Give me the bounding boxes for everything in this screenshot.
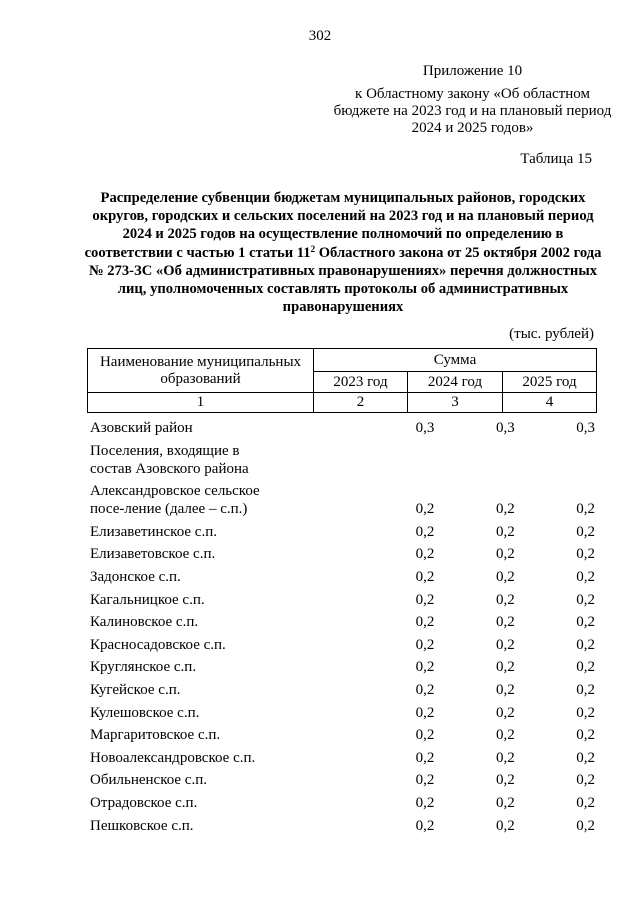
- table-row: [90, 794, 595, 812]
- heading-superscript: 2: [310, 243, 316, 254]
- table-row: [90, 419, 595, 437]
- appendix-reference: к Областному закону «Об областном бюджете на 2023 год и на плановый период 2024 и 2025 годов»: [333, 86, 612, 136]
- row-value-2024: 0,2: [495, 681, 515, 698]
- row-value-2024: 0,2: [495, 568, 515, 585]
- header-year-2025: 2025 год: [502, 371, 597, 393]
- row-value-2025: 0,2: [576, 614, 596, 631]
- appendix-title: Приложение 10: [422, 63, 523, 79]
- row-value-2025: 0,2: [576, 772, 596, 789]
- row-value-2025: [515, 442, 595, 460]
- row-value-2023: 0,2: [415, 659, 435, 676]
- row-value-2025: 0,2: [576, 546, 596, 563]
- row-name: Круглянское с.п.: [90, 659, 197, 676]
- row-name: Елизаветовское с.п.: [90, 546, 216, 563]
- row-name: Калиновское с.п.: [90, 614, 199, 631]
- row-value-2023: 0,2: [415, 523, 435, 540]
- table-row: [90, 771, 595, 789]
- row-value-2025: 0,3: [576, 420, 596, 436]
- row-value-2023: 0,2: [415, 704, 435, 721]
- row-value-2024: 0,2: [495, 817, 515, 834]
- row-value-2024: 0,2: [495, 614, 515, 631]
- row-value-2025: 0,2: [576, 659, 596, 676]
- row-value-2025: 0,2: [576, 794, 596, 811]
- table-header: [87, 348, 597, 413]
- row-value-2024: 0,2: [495, 704, 515, 721]
- row-name: Маргаритовское с.п.: [90, 727, 221, 744]
- header-year-2024: 2024 год: [407, 371, 503, 393]
- row-value-2024: 0,2: [495, 523, 515, 540]
- heading-part1: Распределение субвенции бюджетам муниципальных районов, городских округов, городских и сельских поселений на 2023 год и на плановый период 2024 и 2025 годов на осуществление полномочий по определению в соответствии с частью 1 статьи 11: [84, 190, 594, 261]
- col-number-4: 4: [502, 392, 597, 413]
- row-value-2024: 0,2: [495, 546, 515, 563]
- row-name: Елизаветинское с.п.: [90, 523, 217, 540]
- col-number-1: 1: [87, 392, 314, 413]
- row-value-2023: 0,2: [415, 591, 435, 608]
- row-value-2025: 0,2: [576, 749, 596, 766]
- row-name: Обильненское с.п.: [90, 772, 207, 789]
- row-value-2024: 0,2: [495, 659, 515, 676]
- row-name: Кугейское с.п.: [90, 681, 181, 698]
- col-number-3: 3: [407, 392, 503, 413]
- table-row: [90, 704, 595, 722]
- row-value-2023: [280, 442, 435, 460]
- row-value-2025: 0,2: [576, 817, 596, 834]
- row-name: Кагальницкое с.п.: [90, 591, 205, 608]
- row-value-2023: 0,2: [415, 749, 435, 766]
- row-value-2023: 0,2: [415, 727, 435, 744]
- row-value-2025: 0,2: [576, 568, 596, 585]
- row-value-2025: 0,2: [576, 704, 596, 721]
- table-row: [90, 523, 595, 541]
- header-name-cell: Наименование муниципальных образований: [87, 348, 314, 393]
- row-value-2024: 0,2: [495, 794, 515, 811]
- page-number: 302: [308, 28, 332, 44]
- row-value-2025: 0,2: [576, 591, 596, 608]
- table-row: [90, 442, 595, 478]
- table-row: [90, 482, 595, 518]
- row-name: Кулешовское с.п.: [90, 704, 200, 721]
- header-sum-cell: Сумма: [313, 348, 597, 372]
- col-number-2: 2: [313, 392, 408, 413]
- row-value-2024: 0,2: [495, 772, 515, 789]
- row-value-2023: 0,2: [415, 546, 435, 563]
- row-value-2025: 0,2: [576, 501, 596, 518]
- row-value-2023: 0,2: [415, 794, 435, 811]
- row-value-2024: 0,2: [495, 591, 515, 608]
- row-value-2024: 0,2: [495, 501, 515, 518]
- table-row: [90, 636, 595, 654]
- row-name: Красносадовское с.п.: [90, 636, 226, 653]
- row-value-2025: 0,2: [576, 636, 596, 653]
- row-value-2023: 0,3: [415, 420, 435, 436]
- table-row: [90, 726, 595, 744]
- heading-part2: Областного закона от 25 октября 2002 года № 273-ЗС «Об административных правонарушениях» перечня должностных лиц, уполномоченных составлять протоколы об административных правонарушениях: [88, 244, 602, 316]
- table-row: [90, 817, 595, 835]
- row-value-2023: 0,2: [415, 772, 435, 789]
- table-row: [90, 545, 595, 563]
- row-value-2025: 0,2: [576, 727, 596, 744]
- row-value-2023: 0,2: [415, 636, 435, 653]
- table-row: [90, 568, 595, 586]
- row-value-2023: 0,2: [415, 568, 435, 585]
- table-row: [90, 681, 595, 699]
- table-row: [90, 658, 595, 676]
- row-name: Новоалександровское с.п.: [90, 749, 256, 766]
- row-value-2024: 0,2: [495, 727, 515, 744]
- row-value-2024: 0,2: [495, 749, 515, 766]
- row-value-2023: 0,2: [415, 681, 435, 698]
- row-value-2023: 0,2: [415, 501, 435, 518]
- table-row: [90, 749, 595, 767]
- row-name: Азовский район: [90, 420, 193, 436]
- row-value-2025: 0,2: [576, 523, 596, 540]
- row-value-2023: 0,2: [415, 817, 435, 834]
- table-label: Таблица 15: [520, 151, 592, 167]
- row-value-2023: 0,2: [415, 614, 435, 631]
- row-name: Александровское сельское посе-ление (далее – с.п.): [90, 483, 260, 518]
- row-name: Пешковское с.п.: [90, 817, 194, 834]
- document-heading: [80, 189, 606, 316]
- table-row: [90, 613, 595, 631]
- row-name: Отрадовское с.п.: [90, 794, 198, 811]
- row-value-2025: 0,2: [576, 681, 596, 698]
- row-value-2024: [434, 442, 514, 460]
- row-value-2024: 0,3: [495, 420, 515, 436]
- header-year-2023: 2023 год: [313, 371, 408, 393]
- row-value-2024: 0,2: [495, 636, 515, 653]
- table-body: [90, 419, 595, 839]
- units-label: (тыс. рублей): [509, 326, 594, 342]
- table-row: [90, 591, 595, 609]
- row-name: Поселения, входящие в состав Азовского района: [90, 442, 249, 477]
- row-name: Задонское с.п.: [90, 568, 181, 585]
